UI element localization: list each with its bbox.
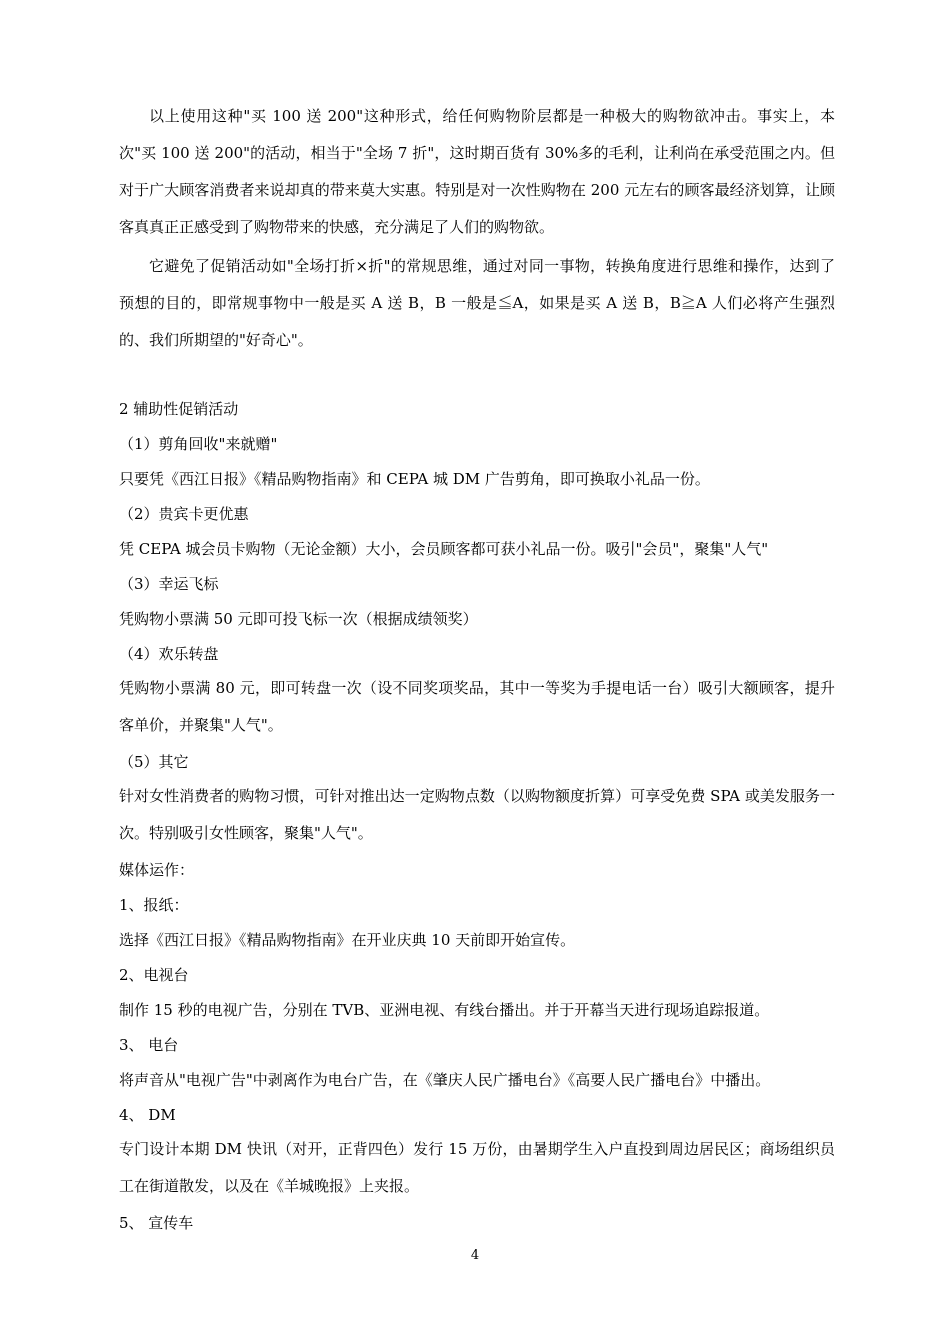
media-title-publicity-vehicle: 5、 宣传车 xyxy=(119,1214,194,1232)
paragraph-buy100-get200: 以上使用这种"买 100 送 200"这种形式，给任何购物阶层都是一种极大的购物欲冲击。事实上，本次"买 100 送 200"的活动，相当于"全场 7 折"，这时期百货有 30%多的毛利，让利尚在承受范围之内。但对于广大顾客消费者来说却真的带来莫大实惠。特别是对一次性购物在 200 元左右的顾客最经济划算，让顾客真真正正感受到了购物带来的快感，充分满足了人们的购物欲。 xyxy=(119,107,835,236)
item-title-other: （5）其它 xyxy=(119,753,189,771)
item-text-clipping: 只要凭《西江日报》《精品购物指南》和 CEPA 城 DM 广告剪角，即可换取小礼品一份。 xyxy=(119,470,710,488)
item-title-lucky-dart: （3）幸运飞标 xyxy=(119,575,219,593)
media-text-tv: 制作 15 秒的电视广告，分别在 TVB、亚洲电视、有线台播出。并于开幕当天进行现场追踪报道。 xyxy=(119,1001,770,1019)
item-text-other: 针对女性消费者的购物习惯，可针对推出达一定购物点数（以购物额度折算）可享受免费 SPA 或美发服务一次。特别吸引女性顾客，聚集"人气"。 xyxy=(119,787,835,842)
media-title-newspaper: 1、报纸： xyxy=(119,896,189,914)
media-text-radio: 将声音从"电视广告"中剥离作为电台广告，在《肇庆人民广播电台》《高要人民广播电台》中播出。 xyxy=(119,1071,771,1089)
item-text-turntable: 凭购物小票满 80 元，即可转盘一次（设不同奖项奖品，其中一等奖为手提电话一台）吸引大额顾客，提升客单价，并聚集"人气"。 xyxy=(119,679,835,734)
item-title-vip-card: （2）贵宾卡更优惠 xyxy=(119,505,249,523)
media-text-newspaper: 选择《西江日报》《精品购物指南》在开业庆典 10 天前即开始宣传。 xyxy=(119,931,576,949)
page-number: 4 xyxy=(470,1248,480,1263)
section-heading-auxiliary-promotion: 2 辅助性促销活动 xyxy=(119,400,239,418)
media-title-radio: 3、 电台 xyxy=(119,1036,179,1054)
paragraph-avoid-conventional: 它避免了促销活动如"全场打折×折"的常规思维，通过对同一事物，转换角度进行思维和操作，达到了预想的目的，即常规事物中一般是买 A 送 B，B 一般是≦A，如果是买 A 送 B，B≧A 人们必将产生强烈的、我们所期望的"好奇心"。 xyxy=(119,257,835,349)
media-title-tv: 2、电视台 xyxy=(119,966,189,984)
media-title-dm: 4、 DM xyxy=(119,1106,176,1124)
item-text-vip-card: 凭 CEPA 城会员卡购物（无论金额）大小，会员顾客都可获小礼品一份。吸引"会员"，聚集"人气" xyxy=(119,540,769,558)
media-text-dm: 专门设计本期 DM 快讯（对开，正背四色）发行 15 万份，由暑期学生入户直投到周边居民区；商场组织员工在街道散发，以及在《羊城晚报》上夹报。 xyxy=(119,1140,835,1195)
item-text-lucky-dart: 凭购物小票满 50 元即可投飞标一次（根据成绩领奖） xyxy=(119,610,478,628)
item-title-turntable: （4）欢乐转盘 xyxy=(119,645,219,663)
item-title-clipping: （1）剪角回收"来就赠" xyxy=(119,435,278,453)
media-heading: 媒体运作： xyxy=(119,861,195,879)
